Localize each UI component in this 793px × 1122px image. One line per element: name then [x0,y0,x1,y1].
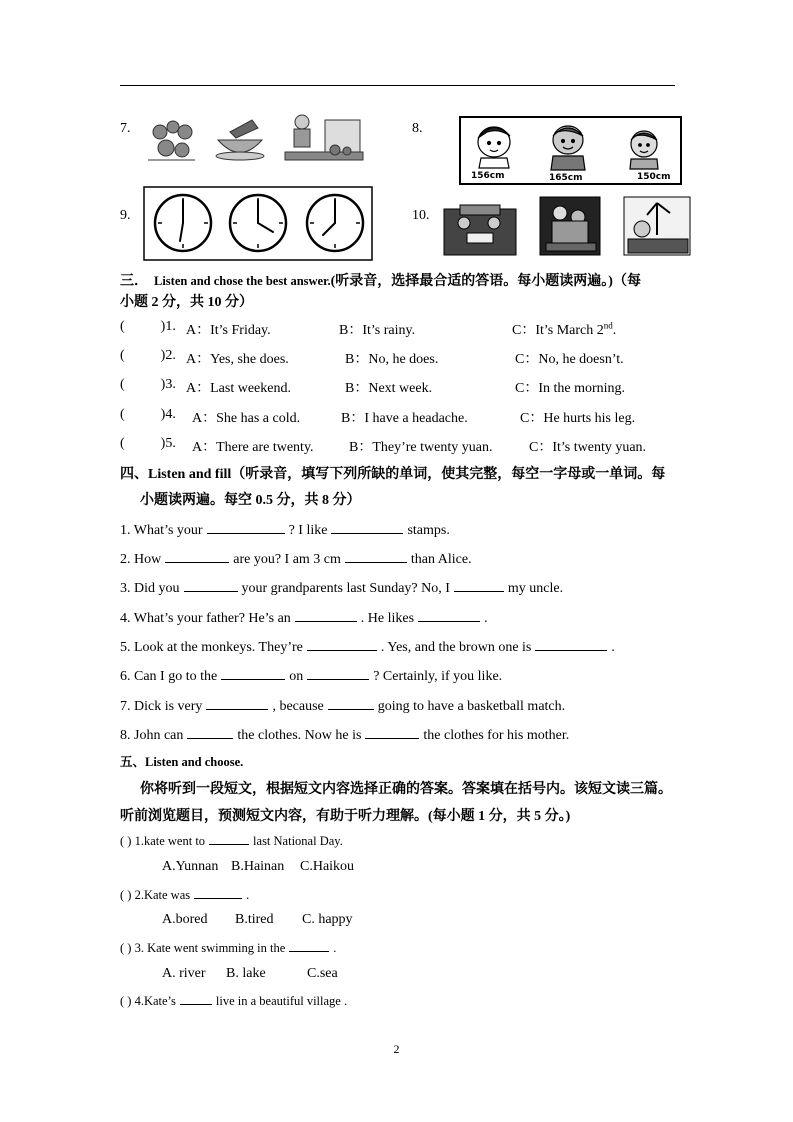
s5-q2-opt-b[interactable]: B.tired [235,912,274,927]
blank[interactable] [187,724,233,739]
blank[interactable] [221,665,285,680]
s3-item-3-c: C：In the morning. [515,381,626,396]
blank[interactable] [206,695,268,710]
s3-item-2: ( )2. [120,348,176,363]
s5-q3-opt-b[interactable]: B. lake [226,966,266,981]
section3-title: 三． Listen and chose the best answer.(听录音，选择最合适的答语。每小题读两遍。)（每 [120,274,641,289]
q8-label: 8. [412,121,423,136]
s5-q2-opt-c[interactable]: C. happy [302,912,353,927]
blank[interactable] [328,695,374,710]
s4-line-1: 1. What’s your ? I like stamps. [120,519,450,539]
page-number: 2 [393,1042,400,1056]
s5-q3: ( ) 3. Kate went swimming in the . [120,941,337,955]
section5-intro-2: 听前浏览题目，预测短文内容，有助于听力理解。(每小题 1 分，共 5 分。) [120,809,571,824]
q9-label: 9. [120,208,131,223]
s4-line-8: 8. John can the clothes. Now he is the clothes for his mother. [120,724,569,744]
blank[interactable] [307,665,369,680]
s4-line-4: 4. What’s your father? He’s an . He likes . [120,607,488,627]
q7-label: 7. [120,121,131,136]
section5-intro-1: 你将听到一段短文，根据短文内容选择正确的答案。答案填在括号内。该短文读三篇。 [140,782,672,797]
s4-line-6: 6. Can I go to the on ? Certainly, if you like. [120,665,502,685]
blank[interactable] [295,607,357,622]
s3-item-2-c: C：No, he doesn’t. [515,352,624,367]
blank[interactable] [307,636,377,651]
s5-q3-opt-c[interactable]: C.sea [307,966,338,981]
s5-q1-opt-a[interactable]: A.Yunnan [162,859,219,874]
blank[interactable] [184,577,238,592]
s3-item-4-a: A：She has a cold. [192,411,301,426]
blank[interactable] [331,519,403,534]
s3-item-3-a: A：Last weekend. [186,381,291,396]
section5-title: 五、Listen and choose. [120,755,244,769]
s3-item-2-b: B：No, he does. [345,352,439,367]
s5-q2: ( ) 2.Kate was . [120,888,250,902]
blank[interactable] [165,548,229,563]
s5-q2-opt-a[interactable]: A.bored [162,912,208,927]
section4-title: 四、Listen and fill（听录音，填写下列所缺的单词，使其完整，每空一字母或一单词。每 [120,467,666,482]
blank[interactable] [209,832,249,845]
s4-line-3: 3. Did you your grandparents last Sunday? No, I my uncle. [120,577,563,597]
s3-item-5: ( )5. [120,436,176,451]
s3-item-2-a: A：Yes, she does. [186,352,289,367]
s5-q1-opt-b[interactable]: B.Hainan [231,859,285,874]
height-label-2: 165cm [549,173,583,183]
s3-item-4-b: B：I have a headache. [341,411,468,426]
s3-item-3: ( )3. [120,377,176,392]
q7-pictures [140,110,365,165]
section3-title-en: Listen and chose the best answer. [154,274,331,288]
section4-title-line2: 小题读两遍。每空 0.5 分，共 8 分） [140,493,361,508]
s3-item-1-a: A：It’s Friday. [186,323,271,338]
q10-pictures [442,195,692,257]
s3-item-4-c: C：He hurts his leg. [520,411,636,426]
s3-item-1-c: C：It’s March 2nd. [512,320,617,338]
q10-label: 10. [412,208,430,223]
blank[interactable] [289,939,329,952]
s5-q3-opt-a[interactable]: A. river [162,966,206,981]
blank[interactable] [345,548,407,563]
s3-item-1-b: B：It’s rainy. [339,323,416,338]
s3-item-5-a: A：There are twenty. [192,440,314,455]
height-label-3: 150cm [637,172,671,182]
s3-item-5-b: B：They’re twenty yuan. [349,440,493,455]
height-label-1: 156cm [471,171,505,181]
q9-clocks [143,186,373,261]
blank[interactable] [194,886,242,899]
s3-item-5-c: C：It’s twenty yuan. [529,440,647,455]
s5-q4: ( ) 4.Kate’s live in a beautiful village . [120,994,348,1008]
blank[interactable] [207,519,285,534]
s5-q1-opt-c[interactable]: C.Haikou [300,859,355,874]
s4-line-2: 2. How are you? I am 3 cm than Alice. [120,548,472,568]
blank[interactable] [454,577,504,592]
s3-item-4: ( )4. [120,407,176,422]
blank[interactable] [418,607,480,622]
s3-item-1: ( )1. [120,319,176,334]
blank[interactable] [535,636,607,651]
header-rule [120,85,675,86]
section3-title-line2: 小题 2 分，共 10 分） [120,295,253,310]
blank[interactable] [180,992,212,1005]
s4-line-5: 5. Look at the monkeys. They’re . Yes, and the brown one is . [120,636,615,656]
s3-item-3-b: B：Next week. [345,381,433,396]
s4-line-7: 7. Dick is very , because going to have a basketball match. [120,695,565,715]
section3-title-cn: (听录音，选择最合适的答语。每小题读两遍。)（每 [330,274,641,289]
s5-q1: ( ) 1.kate went to last National Day. [120,834,343,848]
blank[interactable] [365,724,419,739]
